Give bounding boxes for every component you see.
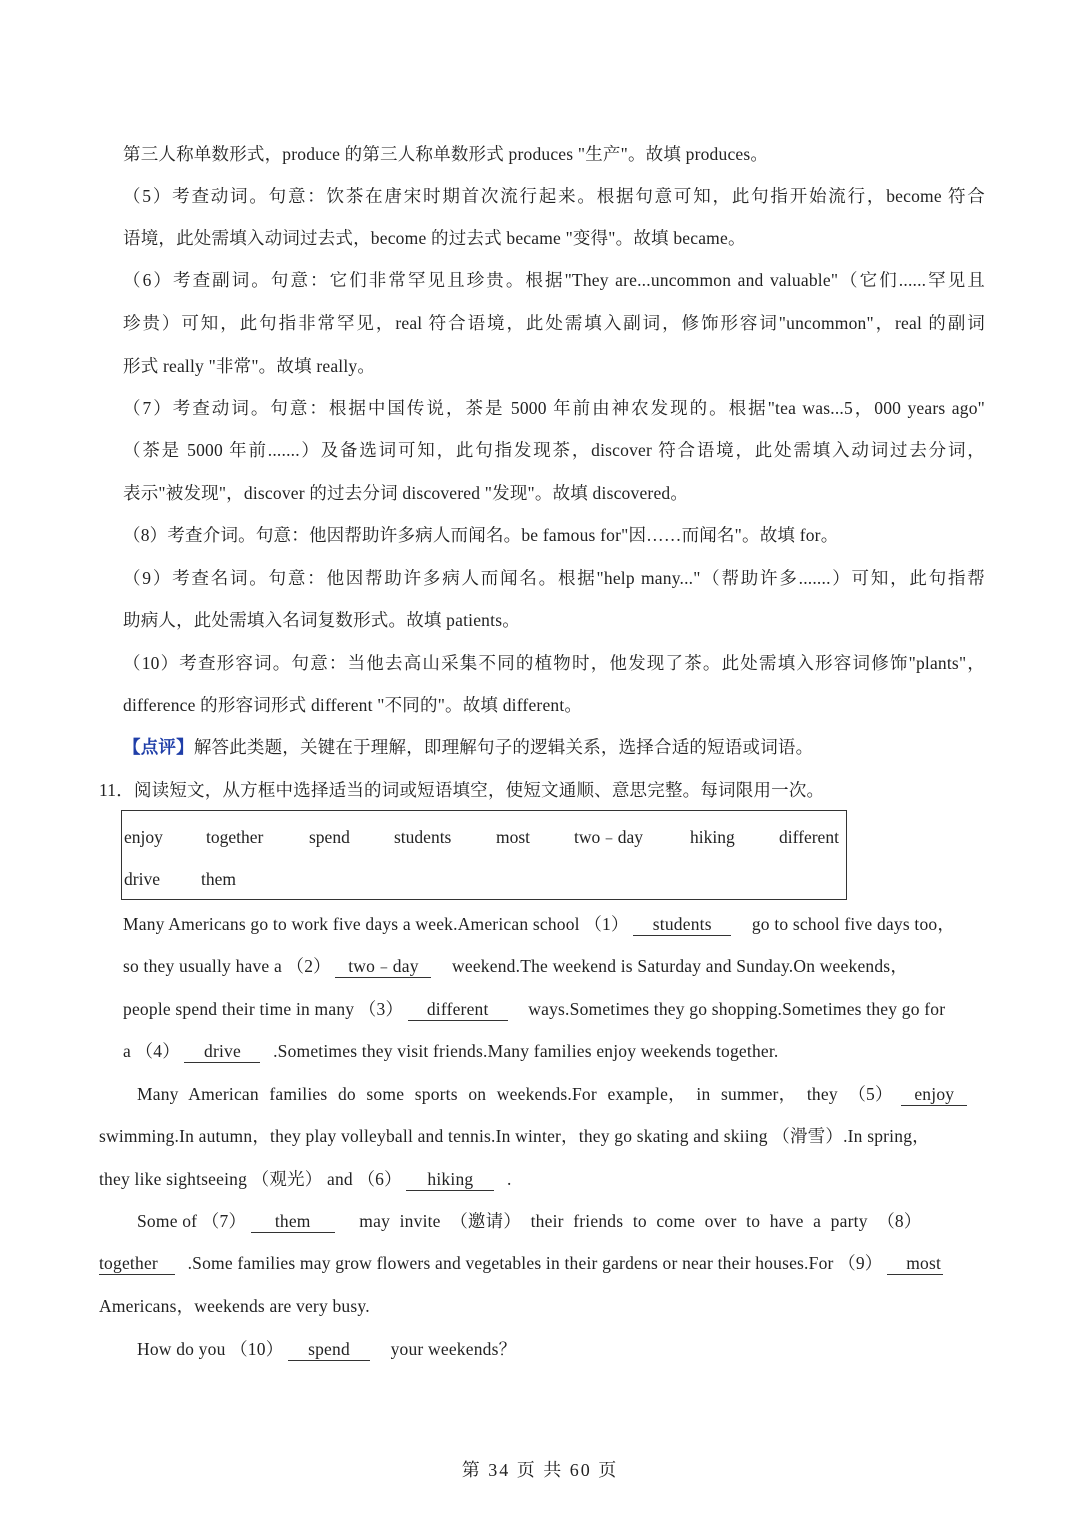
passage-text: Many American families do some sports on weekends.For example， in summer， they （5） bbox=[137, 1084, 893, 1104]
answer-9: most bbox=[887, 1252, 943, 1275]
passage-line bbox=[123, 910, 985, 938]
analysis-line-1: 第三人称单数形式，produce 的第三人称单数形式 produces "生产"。故填 produces。 bbox=[123, 144, 769, 164]
answer-3: different bbox=[408, 998, 508, 1021]
word-bank-item: enjoy bbox=[124, 827, 163, 847]
answer-8: together bbox=[99, 1252, 175, 1275]
word-bank-box bbox=[121, 810, 847, 900]
comment-line bbox=[123, 733, 985, 761]
analysis-item-7-line-2: （茶是 5000 年前.......）及备选词可知，此句指发现茶，discover 符合语境，此处需填入动词过去分词， bbox=[123, 440, 985, 460]
analysis-item-7-line-1: （7）考查动词。句意：根据中国传说，茶是 5000 年前由神农发现的。根据"tea was...5，000 years ago" bbox=[123, 398, 985, 418]
word-bank-item: together bbox=[206, 827, 264, 847]
analysis-item-5-line-1: （5）考查动词。句意：饮茶在唐宋时期首次流行起来。根据句意可知，此句指开始流行，become 符合 bbox=[123, 186, 985, 206]
analysis-item-8: （8）考查介词。句意：他因帮助许多病人而闻名。be famous for"因……而闻名"。故填 for。 bbox=[123, 525, 839, 545]
word-bank-item: them bbox=[201, 869, 236, 889]
answer-7: them bbox=[251, 1210, 335, 1233]
passage-text: weekend.The weekend is Saturday and Sunday.On weekends， bbox=[452, 956, 909, 976]
passage-text: they like sightseeing （观光） and （6） bbox=[99, 1169, 402, 1189]
word-bank-item: spend bbox=[309, 827, 350, 847]
passage-text: How do you （10） bbox=[137, 1339, 284, 1359]
passage-text: Some of （7） bbox=[137, 1211, 247, 1231]
analysis-item-9-line-1: （9）考查名词。句意：他因帮助许多病人而闻名。根据"help many..."（帮助许多.......）可知，此句指帮 bbox=[123, 568, 985, 588]
passage-line bbox=[123, 1037, 985, 1065]
analysis-item-6-line-3: 形式 really "非常"。故填 really。 bbox=[123, 356, 376, 376]
passage-line: swimming.In autumn，they play volleyball and tennis.In winter，they go skating and skiing （滑雪）.In spring， bbox=[99, 1126, 930, 1146]
word-bank-item: students bbox=[394, 827, 452, 847]
passage-line bbox=[137, 1207, 985, 1235]
passage-text: .Some families may grow flowers and vegetables in their gardens or near their houses.For （9） bbox=[187, 1253, 883, 1273]
analysis-item-5-line-2: 语境，此处需填入动词过去式，become 的过去式 became "变得"。故填 became。 bbox=[123, 228, 746, 248]
passage-text: ways.Sometimes they go shopping.Sometimes they go for bbox=[528, 999, 946, 1019]
answer-1: students bbox=[633, 913, 731, 936]
passage-line: Americans，weekends are very busy. bbox=[99, 1296, 370, 1316]
answer-10: spend bbox=[288, 1338, 370, 1361]
passage-text: Many Americans go to work five days a week.American school （1） bbox=[123, 914, 629, 934]
passage-text: a （4） bbox=[123, 1041, 180, 1061]
analysis-item-10-line-1: （10）考查形容词。句意：当他去高山采集不同的植物时，他发现了茶。此处需填入形容词修饰"plants"， bbox=[123, 653, 985, 673]
question-instruction: 阅读短文，从方框中选择适当的词或短语填空，使短文通顺、意思完整。每词限用一次。 bbox=[133, 780, 825, 800]
word-bank-item: different bbox=[779, 827, 839, 847]
passage-text: . bbox=[506, 1169, 512, 1189]
passage-line bbox=[137, 1080, 985, 1108]
answer-2: two﹣day bbox=[335, 955, 431, 978]
answer-4: drive bbox=[184, 1040, 260, 1063]
analysis-item-6-line-1: （6）考查副词。句意：它们非常罕见且珍贵。根据"They are...uncommon and valuable"（它们......罕见且 bbox=[123, 270, 985, 290]
passage-line bbox=[137, 1335, 985, 1363]
page-number-footer: 第 34 页 共 60 页 bbox=[461, 1460, 619, 1480]
passage-text: .Sometimes they visit friends.Many families enjoy weekends together. bbox=[273, 1041, 779, 1061]
analysis-item-7-line-3: 表示"被发现"，discover 的过去分词 discovered "发现"。故填 discovered。 bbox=[123, 483, 689, 503]
word-bank-item: two﹣day bbox=[574, 827, 644, 847]
analysis-item-6-line-2: 珍贵）可知，此句指非常罕见，real 符合语境，此处需填入副词，修饰形容词"uncommon"，real 的副词 bbox=[123, 313, 985, 333]
passage-line bbox=[123, 952, 985, 980]
answer-5: enjoy bbox=[901, 1083, 967, 1106]
passage-text: so they usually have a （2） bbox=[123, 956, 331, 976]
analysis-item-9-line-2: 助病人，此处需填入名词复数形式。故填 patients。 bbox=[123, 610, 520, 630]
question-11-instruction-line bbox=[99, 776, 985, 804]
word-bank-item: drive bbox=[124, 869, 160, 889]
comment-tag: 【点评】 bbox=[123, 737, 194, 757]
word-bank-item: most bbox=[496, 827, 531, 847]
question-number: 11． bbox=[99, 780, 134, 800]
passage-line bbox=[99, 1165, 985, 1193]
word-bank-item: hiking bbox=[690, 827, 735, 847]
answer-6: hiking bbox=[406, 1168, 494, 1191]
passage-line bbox=[123, 995, 985, 1023]
analysis-item-10-line-2: difference 的形容词形式 different "不同的"。故填 different。 bbox=[123, 695, 583, 715]
comment-text: 解答此类题，关键在于理解，即理解句子的逻辑关系，选择合适的短语或词语。 bbox=[193, 737, 814, 757]
passage-text: your weekends？ bbox=[390, 1339, 517, 1359]
passage-line bbox=[99, 1249, 985, 1277]
passage-text: go to school five days too， bbox=[751, 914, 956, 934]
passage-text: may invite （邀请） their friends to come over to have a party （8） bbox=[359, 1211, 922, 1231]
passage-text: people spend their time in many （3） bbox=[123, 999, 404, 1019]
